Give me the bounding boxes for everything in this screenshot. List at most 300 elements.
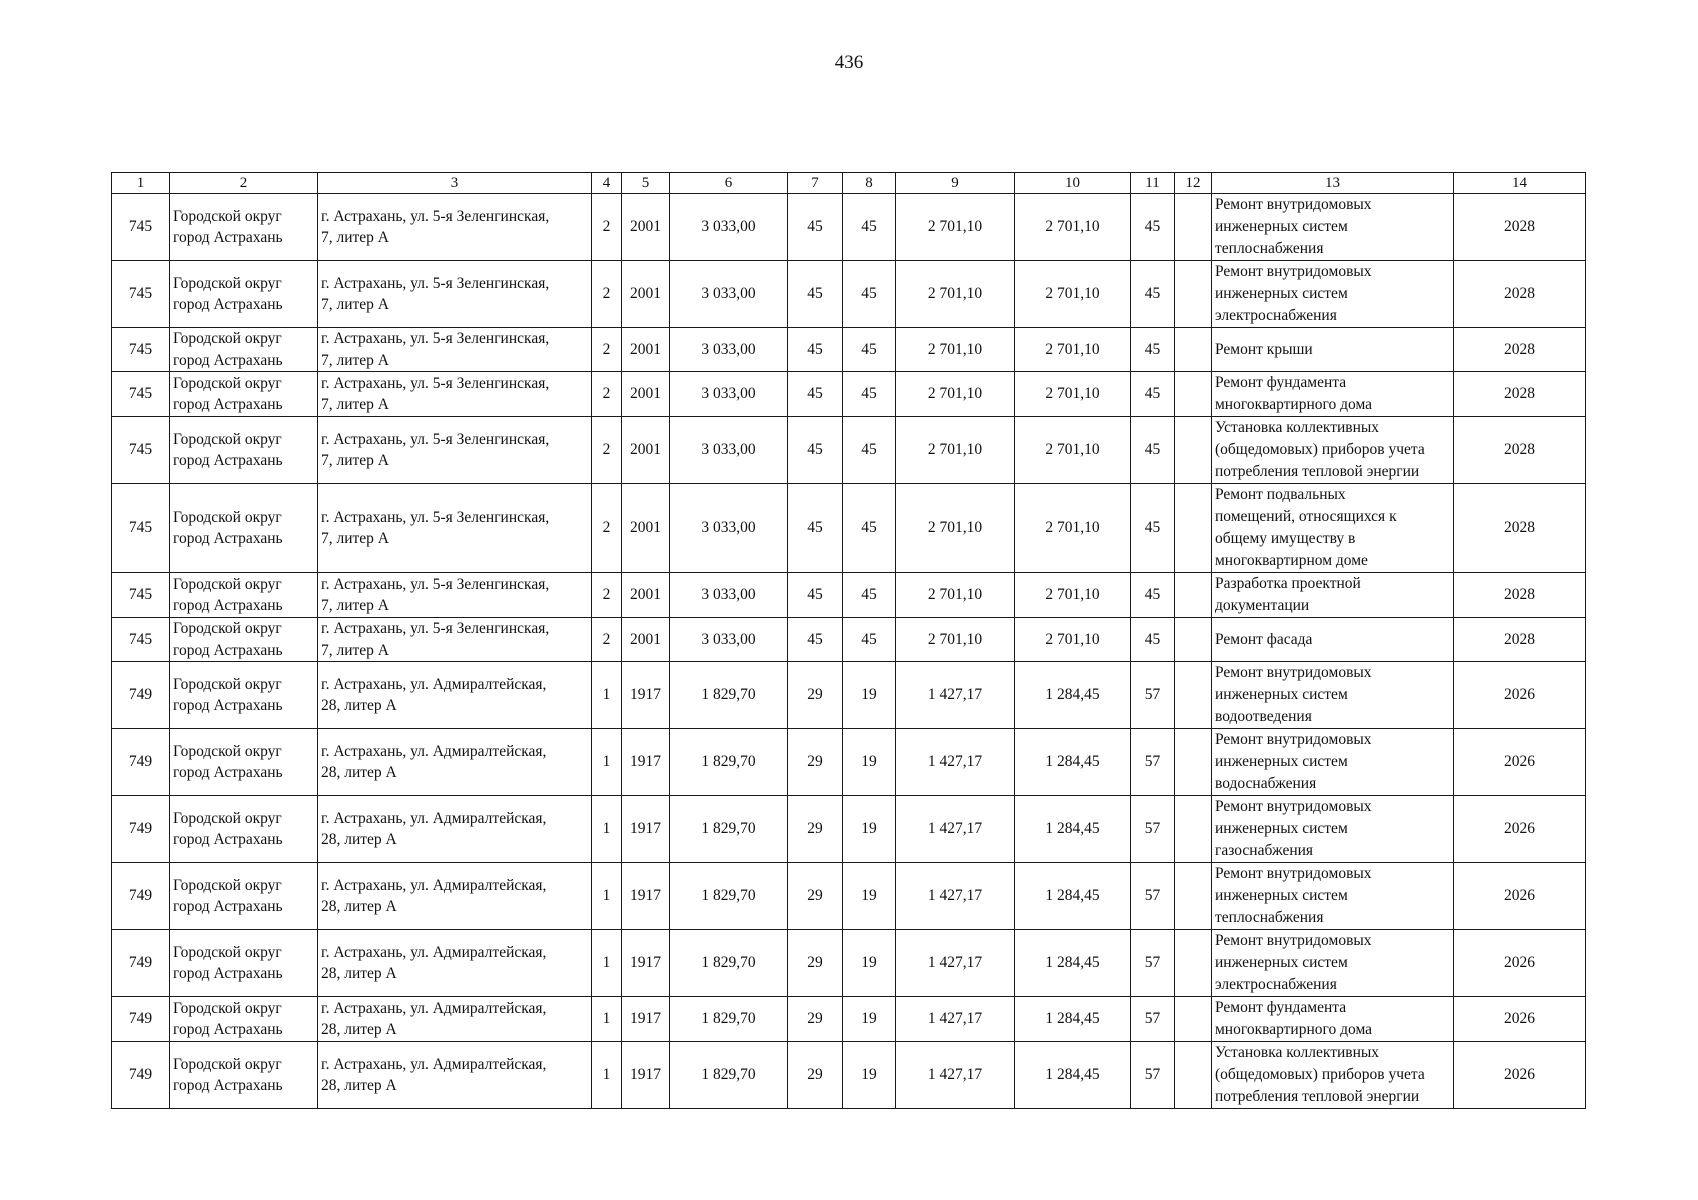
cell-col-6: 1 829,70 <box>670 662 788 729</box>
cell-row-number: 749 <box>112 930 170 997</box>
cell-col-8: 45 <box>843 484 896 573</box>
cell-col-5: 1917 <box>622 662 670 729</box>
cell-col-12 <box>1175 997 1212 1042</box>
table-row <box>112 930 1586 997</box>
cell-col-5: 1917 <box>622 863 670 930</box>
work-type-line: Ремонт внутридомовых <box>1215 664 1372 681</box>
municipality-line: Городской округ <box>173 809 282 827</box>
cell-col-11: 57 <box>1131 930 1175 997</box>
cell-col-10: 2 701,10 <box>1015 372 1131 417</box>
cell-col-9: 2 701,10 <box>896 484 1015 573</box>
cell-col-9: 2 701,10 <box>896 573 1015 618</box>
work-type-line: (общедомовых) приборов учета <box>1215 441 1425 458</box>
municipality-line: Городской округ <box>173 620 282 637</box>
cell-col-11: 57 <box>1131 1042 1175 1109</box>
address-line: г. Астрахань, ул. Адмиралтейская, <box>321 742 547 760</box>
cell-municipality <box>170 328 318 372</box>
address-line: 28, литер А <box>321 697 397 714</box>
work-type-line: инженерных систем <box>1215 887 1348 904</box>
address-line: г. Астрахань, ул. Адмиралтейская, <box>321 999 547 1017</box>
cell-col-11: 57 <box>1131 729 1175 796</box>
cell-row-number: 749 <box>112 997 170 1042</box>
address-line: 7, литер А <box>321 641 390 659</box>
work-type-line: общему имуществу в <box>1215 530 1356 547</box>
table-row <box>112 417 1586 484</box>
municipality-line: город Астрахань <box>173 898 283 915</box>
cell-col-9: 2 701,10 <box>896 194 1015 261</box>
cell-row-number: 749 <box>112 796 170 863</box>
cell-year: 2026 <box>1454 930 1586 997</box>
table-row <box>112 194 1586 261</box>
cell-address <box>318 1042 592 1109</box>
cell-municipality <box>170 417 318 484</box>
work-type-line: водоснабжения <box>1215 775 1317 792</box>
cell-col-10: 2 701,10 <box>1015 328 1131 372</box>
table-body <box>112 194 1586 1109</box>
table-row <box>112 573 1586 618</box>
cell-col-12 <box>1175 863 1212 930</box>
cell-year: 2026 <box>1454 863 1586 930</box>
cell-col-6: 3 033,00 <box>670 484 788 573</box>
cell-col-9: 2 701,10 <box>896 618 1015 662</box>
work-type-line: Ремонт внутридомовых <box>1215 932 1372 949</box>
address-line: 28, литер А <box>321 965 397 982</box>
municipality-line: Городской округ <box>173 207 282 225</box>
cell-col-4: 2 <box>592 372 622 417</box>
cell-col-8: 19 <box>843 662 896 729</box>
municipality-line: город Астрахань <box>173 351 283 369</box>
table-row <box>112 372 1586 417</box>
cell-address <box>318 194 592 261</box>
municipality-line: город Астрахань <box>173 1021 283 1038</box>
work-type-line: Ремонт фундамента <box>1215 374 1347 391</box>
cell-col-5: 1917 <box>622 930 670 997</box>
cell-work-type <box>1212 618 1454 662</box>
address-line: г. Астрахань, ул. 5-я Зеленгинская, <box>321 330 550 347</box>
cell-col-6: 1 829,70 <box>670 729 788 796</box>
work-type-line: потребления тепловой энергии <box>1215 463 1420 480</box>
address-line: г. Астрахань, ул. 5-я Зеленгинская, <box>321 620 550 637</box>
work-type-line: инженерных систем <box>1215 686 1348 703</box>
cell-municipality <box>170 863 318 930</box>
cell-col-8: 19 <box>843 1042 896 1109</box>
address-line: 28, литер А <box>321 898 397 915</box>
cell-col-12 <box>1175 372 1212 417</box>
municipality-line: Городской округ <box>173 575 282 593</box>
cell-work-type <box>1212 729 1454 796</box>
cell-municipality <box>170 573 318 618</box>
municipality-line: город Астрахань <box>173 530 283 547</box>
cell-col-12 <box>1175 930 1212 997</box>
address-line: 7, литер А <box>321 351 390 369</box>
municipality-line: город Астрахань <box>173 965 283 982</box>
address-line: г. Астрахань, ул. 5-я Зеленгинская, <box>321 207 550 225</box>
municipality-line: город Астрахань <box>173 641 283 659</box>
work-type-line: электроснабжения <box>1215 976 1337 993</box>
cell-col-5: 2001 <box>622 573 670 618</box>
cell-col-7: 45 <box>788 328 843 372</box>
column-number: 2 <box>170 173 318 194</box>
cell-col-9: 1 427,17 <box>896 863 1015 930</box>
cell-col-10: 1 284,45 <box>1015 662 1131 729</box>
cell-col-6: 3 033,00 <box>670 573 788 618</box>
cell-col-5: 2001 <box>622 194 670 261</box>
table-row <box>112 662 1586 729</box>
cell-col-12 <box>1175 618 1212 662</box>
cell-col-9: 2 701,10 <box>896 328 1015 372</box>
work-type-line: газоснабжения <box>1215 842 1314 859</box>
cell-municipality <box>170 796 318 863</box>
cell-address <box>318 729 592 796</box>
address-line: 7, литер А <box>321 452 390 469</box>
table-row <box>112 484 1586 573</box>
cell-col-5: 2001 <box>622 328 670 372</box>
cell-work-type <box>1212 930 1454 997</box>
address-line: 28, литер А <box>321 1021 397 1038</box>
work-type-line: Разработка проектной <box>1215 575 1361 592</box>
cell-work-type <box>1212 328 1454 372</box>
cell-municipality <box>170 729 318 796</box>
work-type-line: инженерных систем <box>1215 954 1348 971</box>
cell-col-7: 29 <box>788 1042 843 1109</box>
cell-col-6: 3 033,00 <box>670 372 788 417</box>
cell-municipality <box>170 618 318 662</box>
cell-col-4: 2 <box>592 328 622 372</box>
cell-col-10: 1 284,45 <box>1015 997 1131 1042</box>
cell-row-number: 745 <box>112 417 170 484</box>
work-type-line: многоквартирного дома <box>1215 396 1373 413</box>
cell-col-8: 45 <box>843 573 896 618</box>
cell-address <box>318 796 592 863</box>
municipality-line: Городской округ <box>173 508 282 526</box>
column-number: 9 <box>896 173 1015 194</box>
cell-col-5: 1917 <box>622 796 670 863</box>
cell-col-10: 2 701,10 <box>1015 573 1131 618</box>
work-type-line: теплоснабжения <box>1215 240 1324 257</box>
cell-municipality <box>170 930 318 997</box>
cell-year: 2028 <box>1454 573 1586 618</box>
cell-address <box>318 261 592 328</box>
address-line: 7, литер А <box>321 530 390 547</box>
cell-year: 2026 <box>1454 729 1586 796</box>
work-type-line: Ремонт внутридомовых <box>1215 731 1372 748</box>
cell-col-7: 45 <box>788 261 843 328</box>
cell-row-number: 745 <box>112 328 170 372</box>
cell-col-12 <box>1175 328 1212 372</box>
cell-year: 2028 <box>1454 328 1586 372</box>
work-type-line: Ремонт внутридомовых <box>1215 196 1372 213</box>
cell-col-7: 29 <box>788 863 843 930</box>
cell-col-4: 1 <box>592 863 622 930</box>
cell-municipality <box>170 194 318 261</box>
cell-row-number: 745 <box>112 484 170 573</box>
cell-col-8: 19 <box>843 863 896 930</box>
cell-year: 2028 <box>1454 372 1586 417</box>
cell-col-7: 45 <box>788 618 843 662</box>
work-type-line: Ремонт крыши <box>1215 340 1313 358</box>
work-type-line: (общедомовых) приборов учета <box>1215 1066 1425 1083</box>
cell-col-7: 29 <box>788 662 843 729</box>
address-line: г. Астрахань, ул. 5-я Зеленгинская, <box>321 575 550 593</box>
cell-col-10: 2 701,10 <box>1015 261 1131 328</box>
column-number: 1 <box>112 173 170 194</box>
cell-year: 2026 <box>1454 796 1586 863</box>
column-number: 11 <box>1131 173 1175 194</box>
cell-row-number: 745 <box>112 372 170 417</box>
cell-col-6: 1 829,70 <box>670 1042 788 1109</box>
table-row <box>112 1042 1586 1109</box>
cell-year: 2028 <box>1454 261 1586 328</box>
municipality-line: Городской округ <box>173 330 282 347</box>
address-line: г. Астрахань, ул. Адмиралтейская, <box>321 809 547 827</box>
cell-col-11: 45 <box>1131 417 1175 484</box>
address-line: г. Астрахань, ул. Адмиралтейская, <box>321 675 547 693</box>
cell-col-11: 45 <box>1131 328 1175 372</box>
work-type-line: электроснабжения <box>1215 307 1337 324</box>
cell-address <box>318 573 592 618</box>
cell-col-11: 45 <box>1131 194 1175 261</box>
cell-year: 2026 <box>1454 1042 1586 1109</box>
table-row <box>112 261 1586 328</box>
cell-col-12 <box>1175 729 1212 796</box>
cell-year: 2028 <box>1454 618 1586 662</box>
cell-col-4: 1 <box>592 997 622 1042</box>
cell-col-7: 29 <box>788 930 843 997</box>
table-row <box>112 328 1586 372</box>
address-line: г. Астрахань, ул. 5-я Зеленгинская, <box>321 374 550 392</box>
municipality-line: Городской округ <box>173 999 282 1017</box>
cell-col-4: 2 <box>592 484 622 573</box>
column-number: 12 <box>1175 173 1212 194</box>
cell-address <box>318 372 592 417</box>
cell-work-type <box>1212 372 1454 417</box>
municipality-line: город Астрахань <box>173 1077 283 1094</box>
table-row <box>112 729 1586 796</box>
cell-col-9: 1 427,17 <box>896 796 1015 863</box>
work-type-line: инженерных систем <box>1215 753 1348 770</box>
address-line: г. Астрахань, ул. Адмиралтейская, <box>321 943 547 961</box>
cell-col-9: 2 701,10 <box>896 417 1015 484</box>
cell-col-5: 2001 <box>622 618 670 662</box>
column-number: 14 <box>1454 173 1586 194</box>
cell-row-number: 749 <box>112 863 170 930</box>
table-row <box>112 863 1586 930</box>
cell-year: 2028 <box>1454 417 1586 484</box>
cell-col-12 <box>1175 1042 1212 1109</box>
cell-col-8: 19 <box>843 796 896 863</box>
cell-col-6: 3 033,00 <box>670 417 788 484</box>
cell-row-number: 749 <box>112 1042 170 1109</box>
address-line: г. Астрахань, ул. 5-я Зеленгинская, <box>321 508 550 526</box>
column-number: 10 <box>1015 173 1131 194</box>
work-type-line: инженерных систем <box>1215 285 1348 302</box>
cell-col-7: 45 <box>788 372 843 417</box>
column-number: 5 <box>622 173 670 194</box>
cell-col-6: 1 829,70 <box>670 796 788 863</box>
register-table <box>111 172 1586 1109</box>
cell-address <box>318 328 592 372</box>
work-type-line: документации <box>1215 597 1310 614</box>
cell-col-5: 2001 <box>622 484 670 573</box>
cell-col-6: 3 033,00 <box>670 261 788 328</box>
work-type-line: Ремонт внутридомовых <box>1215 263 1372 280</box>
work-type-line: Ремонт внутридомовых <box>1215 798 1372 815</box>
municipality-line: город Астрахань <box>173 831 283 848</box>
cell-col-4: 2 <box>592 194 622 261</box>
cell-col-11: 57 <box>1131 662 1175 729</box>
work-type-line: многоквартирного дома <box>1215 1021 1373 1038</box>
address-line: г. Астрахань, ул. 5-я Зеленгинская, <box>321 274 550 292</box>
cell-col-4: 1 <box>592 1042 622 1109</box>
cell-col-12 <box>1175 484 1212 573</box>
cell-col-9: 2 701,10 <box>896 261 1015 328</box>
cell-col-5: 1917 <box>622 1042 670 1109</box>
cell-work-type <box>1212 796 1454 863</box>
cell-work-type <box>1212 194 1454 261</box>
cell-col-10: 2 701,10 <box>1015 618 1131 662</box>
cell-col-4: 1 <box>592 796 622 863</box>
table-row <box>112 997 1586 1042</box>
cell-col-8: 45 <box>843 261 896 328</box>
municipality-line: город Астрахань <box>173 396 283 413</box>
address-line: 28, литер А <box>321 831 397 848</box>
cell-work-type <box>1212 863 1454 930</box>
cell-col-4: 2 <box>592 417 622 484</box>
cell-address <box>318 484 592 573</box>
cell-col-7: 29 <box>788 997 843 1042</box>
cell-col-10: 1 284,45 <box>1015 796 1131 863</box>
cell-col-10: 2 701,10 <box>1015 194 1131 261</box>
cell-col-7: 45 <box>788 573 843 618</box>
cell-col-7: 29 <box>788 796 843 863</box>
work-type-line: многоквартирном доме <box>1215 552 1368 569</box>
cell-municipality <box>170 1042 318 1109</box>
cell-col-9: 1 427,17 <box>896 729 1015 796</box>
cell-col-9: 2 701,10 <box>896 372 1015 417</box>
municipality-line: город Астрахань <box>173 452 283 469</box>
cell-col-5: 1917 <box>622 729 670 796</box>
cell-col-8: 45 <box>843 618 896 662</box>
cell-col-6: 1 829,70 <box>670 930 788 997</box>
cell-col-9: 1 427,17 <box>896 1042 1015 1109</box>
cell-work-type <box>1212 417 1454 484</box>
cell-col-8: 45 <box>843 417 896 484</box>
municipality-line: Городской округ <box>173 374 282 392</box>
cell-col-11: 45 <box>1131 618 1175 662</box>
column-number: 13 <box>1212 173 1454 194</box>
cell-work-type <box>1212 662 1454 729</box>
cell-col-11: 57 <box>1131 796 1175 863</box>
cell-row-number: 749 <box>112 662 170 729</box>
work-type-line: Ремонт фундамента <box>1215 999 1347 1016</box>
address-line: 28, литер А <box>321 764 397 781</box>
municipality-line: город Астрахань <box>173 764 283 781</box>
municipality-line: город Астрахань <box>173 229 283 246</box>
cell-col-11: 45 <box>1131 261 1175 328</box>
cell-col-7: 29 <box>788 729 843 796</box>
cell-col-9: 1 427,17 <box>896 662 1015 729</box>
cell-col-4: 1 <box>592 930 622 997</box>
work-type-line: потребления тепловой энергии <box>1215 1088 1420 1105</box>
cell-col-12 <box>1175 261 1212 328</box>
cell-year: 2028 <box>1454 484 1586 573</box>
work-type-line: водоотведения <box>1215 708 1312 725</box>
cell-col-11: 45 <box>1131 484 1175 573</box>
address-line: 7, литер А <box>321 296 390 313</box>
cell-col-6: 3 033,00 <box>670 328 788 372</box>
cell-col-6: 3 033,00 <box>670 194 788 261</box>
cell-col-8: 45 <box>843 328 896 372</box>
cell-col-10: 2 701,10 <box>1015 484 1131 573</box>
cell-col-5: 1917 <box>622 997 670 1042</box>
cell-col-6: 1 829,70 <box>670 863 788 930</box>
address-line: г. Астрахань, ул. 5-я Зеленгинская, <box>321 430 550 448</box>
cell-col-11: 45 <box>1131 573 1175 618</box>
cell-work-type <box>1212 484 1454 573</box>
cell-year: 2026 <box>1454 662 1586 729</box>
cell-address <box>318 863 592 930</box>
work-type-line: помещений, относящихся к <box>1215 508 1397 525</box>
cell-row-number: 745 <box>112 261 170 328</box>
cell-address <box>318 618 592 662</box>
cell-col-6: 1 829,70 <box>670 997 788 1042</box>
municipality-line: Городской округ <box>173 274 282 292</box>
cell-col-7: 45 <box>788 194 843 261</box>
cell-col-8: 45 <box>843 194 896 261</box>
cell-col-4: 1 <box>592 729 622 796</box>
municipality-line: Городской округ <box>173 943 282 961</box>
cell-col-4: 2 <box>592 573 622 618</box>
cell-col-8: 19 <box>843 930 896 997</box>
municipality-line: Городской округ <box>173 742 282 760</box>
municipality-line: город Астрахань <box>173 697 283 714</box>
work-type-line: Установка коллективных <box>1215 419 1380 436</box>
cell-col-5: 2001 <box>622 417 670 484</box>
work-type-line: Ремонт фасада <box>1215 630 1313 648</box>
cell-work-type <box>1212 1042 1454 1109</box>
address-line: 7, литер А <box>321 597 390 614</box>
municipality-line: Городской округ <box>173 430 282 448</box>
cell-col-4: 2 <box>592 618 622 662</box>
municipality-line: город Астрахань <box>173 296 283 313</box>
cell-municipality <box>170 372 318 417</box>
cell-municipality <box>170 662 318 729</box>
work-type-line: Ремонт внутридомовых <box>1215 865 1372 882</box>
table-row <box>112 618 1586 662</box>
work-type-line: Ремонт подвальных <box>1215 486 1346 503</box>
cell-municipality <box>170 261 318 328</box>
column-number-row <box>112 173 1586 194</box>
cell-row-number: 745 <box>112 194 170 261</box>
cell-col-8: 19 <box>843 729 896 796</box>
cell-col-11: 57 <box>1131 863 1175 930</box>
address-line: г. Астрахань, ул. Адмиралтейская, <box>321 1055 547 1073</box>
municipality-line: Городской округ <box>173 1055 282 1073</box>
cell-col-12 <box>1175 662 1212 729</box>
cell-work-type <box>1212 261 1454 328</box>
cell-col-10: 1 284,45 <box>1015 729 1131 796</box>
table-row <box>112 796 1586 863</box>
cell-year: 2028 <box>1454 194 1586 261</box>
cell-col-4: 1 <box>592 662 622 729</box>
column-number: 6 <box>670 173 788 194</box>
cell-col-10: 1 284,45 <box>1015 863 1131 930</box>
cell-col-11: 57 <box>1131 997 1175 1042</box>
cell-col-9: 1 427,17 <box>896 930 1015 997</box>
cell-col-7: 45 <box>788 484 843 573</box>
cell-row-number: 745 <box>112 618 170 662</box>
municipality-line: Городской округ <box>173 675 282 693</box>
